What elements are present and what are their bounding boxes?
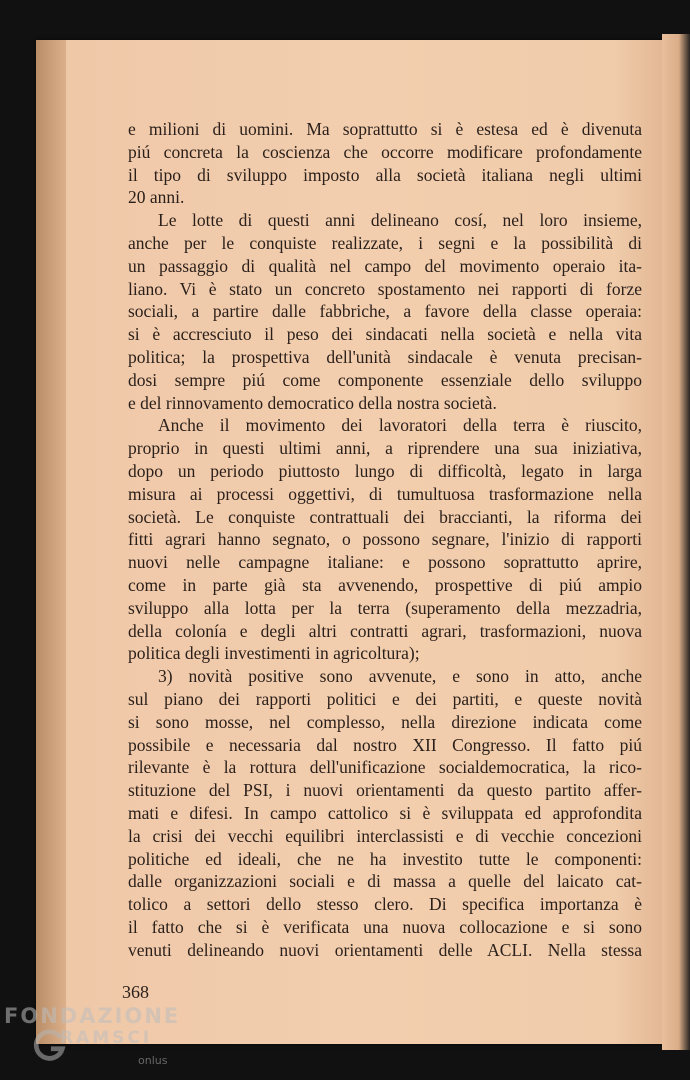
text-line: dopo un periodo piuttosto lungo di difficoltà, legato in larga (128, 460, 642, 481)
text-line: sul piano dei rapporti politici e dei partiti, e queste novità (128, 688, 642, 709)
text-line: politica; la prospettiva dell'unità sindacale è venuta precisan- (128, 346, 642, 367)
text-line: sociali, a partire dalle fabbriche, a favore della classe operaia: (128, 301, 642, 322)
text-line: della colonía e degli altri contratti agrari, trasformazioni, nuova (128, 620, 642, 641)
text-line: il fatto che si è verificata una nuova collocazione e si sono (128, 916, 642, 937)
text-line: misura ai processi oggettivi, di tumultuosa trasformazione nella (128, 483, 642, 504)
text-line: rilevante è la rottura dell'unificazione socialdemocratica, la rico- (128, 757, 642, 778)
text-line: Anche il movimento dei lavoratori della terra è riuscito, (158, 415, 642, 436)
text-line: nuovi nelle campagne italiane: e possono soprattutto aprire, (128, 552, 642, 573)
text-line: sviluppo alla lotta per la terra (superamento della mezzadria, (128, 597, 642, 618)
page-number: 368 (122, 982, 149, 1002)
text-line: la crisi dei vecchi equilibri interclassisti e di vecchie concezioni (128, 825, 642, 846)
text-line: si è accresciuto il peso dei sindacati nella società e nella vita (128, 324, 642, 345)
text-line: liano. Vi è stato un concreto spostamento nei rapporti di forze (128, 278, 642, 299)
text-line: un passaggio di qualità nel campo del movimento operaio ita- (128, 255, 642, 276)
text-line: 20 anni. (128, 187, 185, 208)
text-line: si sono mosse, nel complesso, nella direzione indicata come (128, 711, 642, 732)
page-right-edge (662, 34, 690, 1050)
text-line: e milioni di uomini. Ma soprattutto si è estesa ed è divenuta (128, 119, 642, 139)
text-line: mati e difesi. In campo cattolico si è sviluppata ed approfondita (128, 802, 642, 823)
text-line: fitti agrari hanno segnato, o possono segnare, l'inizio di rapporti (128, 529, 642, 550)
text-line: stituzione del PSI, i nuovi orientamenti da questo partito affer- (128, 780, 642, 801)
text-line: anche per le conquiste realizzate, i segni e la possibilità di (128, 232, 642, 253)
text-line: società. Le conquiste contrattuali dei braccianti, la riforma dei (128, 506, 642, 527)
text-line: il tipo di sviluppo imposto alla società italiana negli ultimi (128, 164, 642, 185)
text-line: proprio in questi ultimi anni, a riprendere una sua iniziativa, (128, 438, 642, 459)
text-line: Le lotte di questi anni delineano cosí, nel loro insieme, (158, 210, 642, 231)
text-line: politiche ed ideali, che ne ha investito tutte le componenti: (128, 848, 642, 869)
text-line: dosi sempre piú come componente essenziale dello sviluppo (128, 369, 642, 390)
watermark-line-3: onlus (138, 1054, 168, 1067)
body-text (128, 118, 642, 961)
text-line: e del rinnovamento democratico della nostra società. (128, 392, 497, 413)
text-line: dalle organizzazioni sociali e di massa a quelle del laicato cat- (128, 871, 642, 892)
text-line: politica degli investimenti in agricoltura); (128, 643, 420, 664)
page-left-edge (36, 40, 66, 1044)
text-line: venuti delineando nuovi orientamenti delle ACLI. Nella stessa (128, 939, 642, 960)
foundation-watermark (4, 1004, 181, 1067)
text-line: possibile e necessaria dal nostro XII Congresso. Il fatto piú (128, 734, 642, 755)
text-line: tolico a settori dello stesso clero. Di specifica importanza è (128, 894, 642, 915)
text-line: 3) novità positive sono avvenute, e sono in atto, anche (158, 666, 642, 687)
text-line: piú concreta la coscienza che occorre modificare profondamente (128, 141, 642, 162)
text-line: come in parte già sta avvenendo, prospettive di piú ampio (128, 574, 642, 595)
watermark-line-2: RAMSCI (60, 1028, 153, 1048)
watermark-line-1: FONDAZIONE (4, 1004, 181, 1028)
